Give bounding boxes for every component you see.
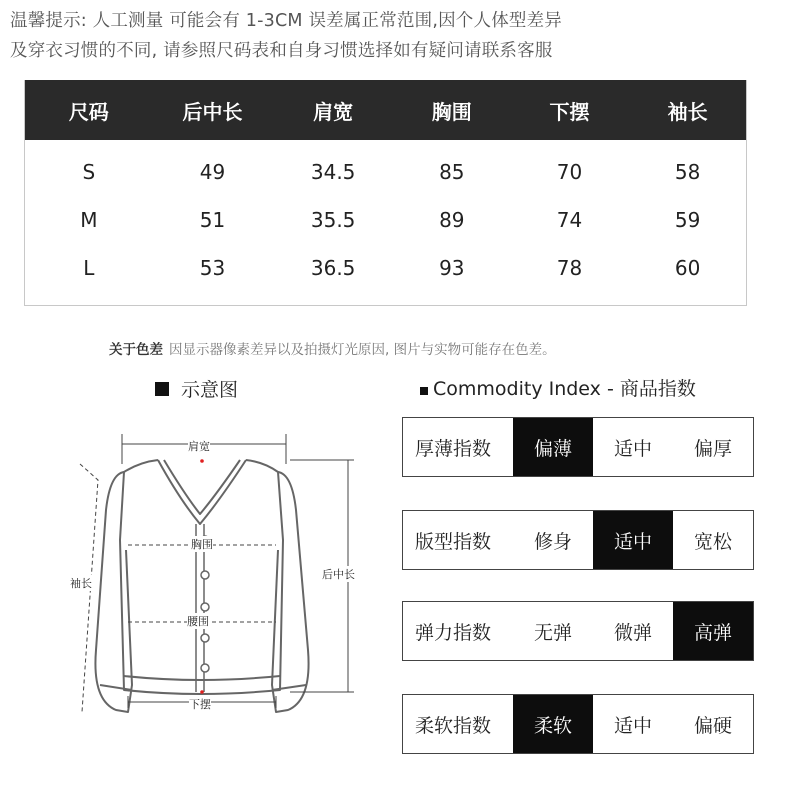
square-bullet-icon	[420, 387, 428, 395]
size-notice	[10, 6, 780, 66]
index-label: 厚薄指数	[415, 437, 492, 460]
color-difference-note	[109, 338, 556, 358]
cell-hem: 70	[556, 160, 583, 184]
index-option: 偏薄	[513, 418, 593, 476]
shoulder-label: 肩宽	[188, 440, 210, 453]
hem-label: 下摆	[189, 698, 211, 711]
table-row	[25, 148, 746, 196]
diagram-title	[155, 375, 238, 402]
cell-size: M	[80, 208, 98, 232]
notice-line-2: 及穿衣习惯的不同, 请参照尺码表和自身习惯选择如有疑问请联系客服	[10, 41, 553, 61]
index-option: 偏硬	[693, 714, 732, 737]
index-label: 弹力指数	[415, 621, 492, 644]
header-back-length: 后中长	[182, 99, 243, 124]
index-row-elasticity	[402, 601, 754, 661]
cardigan-illustration	[40, 400, 380, 730]
square-bullet-icon	[155, 382, 169, 396]
color-note-label: 关于色差	[109, 342, 163, 358]
chest-label: 胸围	[191, 538, 213, 551]
size-table-header	[25, 80, 746, 140]
notice-line-1: 温馨提示: 人工测量 可能会有 1-3CM 误差属正常范围,因个人体型差异	[10, 11, 563, 31]
cell-hem: 78	[556, 256, 583, 280]
cell-size: L	[83, 256, 95, 280]
back-length-label: 后中长	[322, 568, 355, 581]
index-option: 适中	[593, 511, 673, 569]
cell-chest: 93	[439, 256, 465, 280]
cell-size: S	[82, 160, 96, 184]
color-note-text: 因显示器像素差异以及拍摄灯光原因, 图片与实物可能存在色差。	[169, 342, 556, 358]
index-row-fit	[402, 510, 754, 570]
index-option: 柔软	[513, 695, 593, 753]
index-title	[420, 374, 696, 401]
header-shoulder: 肩宽	[313, 99, 354, 124]
table-row	[25, 196, 746, 244]
diagram-title-text: 示意图	[181, 379, 239, 401]
cell-shoulder: 34.5	[310, 160, 356, 184]
index-option: 微弹	[613, 621, 652, 644]
cardigan-diagram	[40, 400, 380, 730]
header-chest: 胸围	[431, 99, 472, 124]
cell-back-length: 51	[199, 208, 226, 232]
index-option: 高弹	[673, 602, 753, 660]
index-option: 无弹	[533, 621, 572, 644]
header-size: 尺码	[68, 99, 109, 124]
size-table	[24, 80, 747, 306]
cell-shoulder: 36.5	[310, 256, 356, 280]
cell-back-length: 53	[199, 256, 226, 280]
waist-label: 腰围	[187, 615, 209, 628]
cell-shoulder: 35.5	[310, 208, 356, 232]
cell-chest: 85	[439, 160, 465, 184]
index-row-thickness	[402, 417, 754, 477]
index-label: 版型指数	[415, 530, 492, 553]
cell-sleeve: 59	[674, 208, 701, 232]
index-row-softness	[402, 694, 754, 754]
index-title-text: Commodity Index - 商品指数	[433, 378, 696, 400]
header-sleeve: 袖长	[667, 99, 708, 124]
index-option: 适中	[613, 437, 652, 460]
index-label: 柔软指数	[415, 714, 492, 737]
cell-sleeve: 60	[674, 256, 701, 280]
index-option: 修身	[533, 530, 572, 553]
cell-hem: 74	[556, 208, 583, 232]
index-option: 偏厚	[693, 437, 732, 460]
sleeve-label: 袖长	[70, 577, 92, 590]
table-row	[25, 244, 746, 292]
cell-chest: 89	[439, 208, 465, 232]
index-option: 适中	[613, 714, 652, 737]
cell-sleeve: 58	[674, 160, 701, 184]
header-hem: 下摆	[549, 99, 590, 124]
index-option: 宽松	[693, 530, 732, 553]
cell-back-length: 49	[199, 160, 226, 184]
